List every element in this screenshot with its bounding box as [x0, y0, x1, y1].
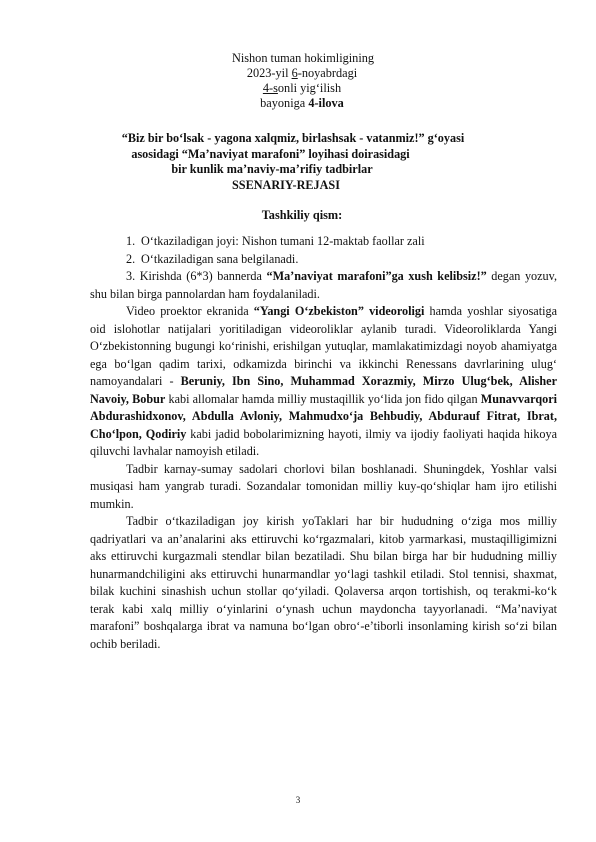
title-line-4: SSENARIY-REJASI [232, 177, 340, 192]
paragraph-video: Video proektor ekranida “Yangi O‘zbekiston” videoroligi hamda yoshlar siyosatiga oid islohotlar natijalari yoritiladigan videoroliklar aylanib turadi. Videoroliklarda Yangi O‘zbekistonning bugungi ko‘rinishi, erishilgan yutuqlar, mamlakatimizdagi noyob ahamiyatga ega bo‘lgan qadim tarixi, odkamizda birinchi va ikkinchi Renessans davrlarining ulug‘ namoyandalari - Beruniy, Ibn Sino, Muhammad Xorazmiy, Mirzo Ulug‘bek, Alisher Navoiy, Bobur kabi allomalar hamda milliy mustaqillik yo‘lida jon fido qilgan Munavvarqori Abdurashidxonov, Abdulla Avloniy, Mahmudxo‘ja Behbudiy, Abdurauf Fitrat, Ibrat, Cho‘lpon, Qodiriy kabi jadid bobolarimizning hayoti, ilmiy va ijodiy faoliyati haqida hikoya qiluvchi lavhalar namoyish etiladi. [90, 304, 558, 458]
paragraph-venue: Tadbir o‘tkaziladigan joy kirish yoTaklari har bir hududning o‘ziga mos milliy qadriyatlari va an’analarini aks ettiruvchi ko‘rgazmalari, kitob yarmarkasi, mustaqilligimizni aks ettiruvchi kurgazmali stendlar bilan bezatiladi. Shu bilan birga har bir hududning milliy hunarmandchiligini aks ettiruvchi hunarmandlar yo‘lagi tashkil etiladi. Stol tennisi, shaxmat, bilak kuchini sinashish uchun stollar qo‘yiladi. Qolaversa arqon tortishish, oq terakmi-ko‘k terak kabi xalq milliy o‘yinlarini o‘ynash uchun maydoncha tayyorlanadi. “Ma’naviyat marafoni” boshqalarga ibrat va namuna bo‘lgan obro‘-e’tiborli insonlaming kirish so‘zi bilan ochib beriladi. [90, 514, 557, 651]
page-number: 3 [295, 795, 301, 805]
header-line-2: 2023-yil 6-noyabrdagi [246, 66, 358, 80]
list-item: 1. O‘tkaziladigan joyi: Nishon tumani 12-maktab faollar zali [126, 234, 425, 248]
document-title [0, 131, 596, 193]
document-body [90, 233, 557, 653]
title-line-2: asosidagi “Ma’naviyat marafoni” loyihasi doirasidagi [131, 146, 410, 161]
title-line-1: “Biz bir bo‘lsak - yagona xalqmiz, birlashsak - vatanmiz!” g‘oyasi [121, 131, 465, 145]
list-item-banner: 3. Kirishda (6*3) bannerda “Ma’naviyat marafoni”ga xush kelibsiz!” degan yozuv, shu bilan birga pannolardan ham foydalaniladi. [90, 269, 558, 301]
section-heading: Tashkiliy qism: [261, 208, 343, 222]
title-line-3: bir kunlik ma’naviy-ma’rifiy tadbirlar [171, 162, 373, 176]
paragraph-music: Tadbir karnay-sumay sadolari chorlovi bilan boshlanadi. Shuningdek, Yoshlar valsi musiqasi ham yangrab turadi. Sozandalar tomonidan milliy kuy-qo‘shiqlar ham ijro etilishi mumkin. [90, 461, 557, 511]
approval-header [0, 51, 596, 111]
header-line-1: Nishon tuman hokimligining [231, 51, 375, 65]
header-line-3: 4-sonli yig‘ilish [262, 81, 342, 95]
header-line-4: bayoniga 4-ilova [260, 96, 344, 110]
list-item: 2. O‘tkaziladigan sana belgilanadi. [126, 251, 299, 266]
